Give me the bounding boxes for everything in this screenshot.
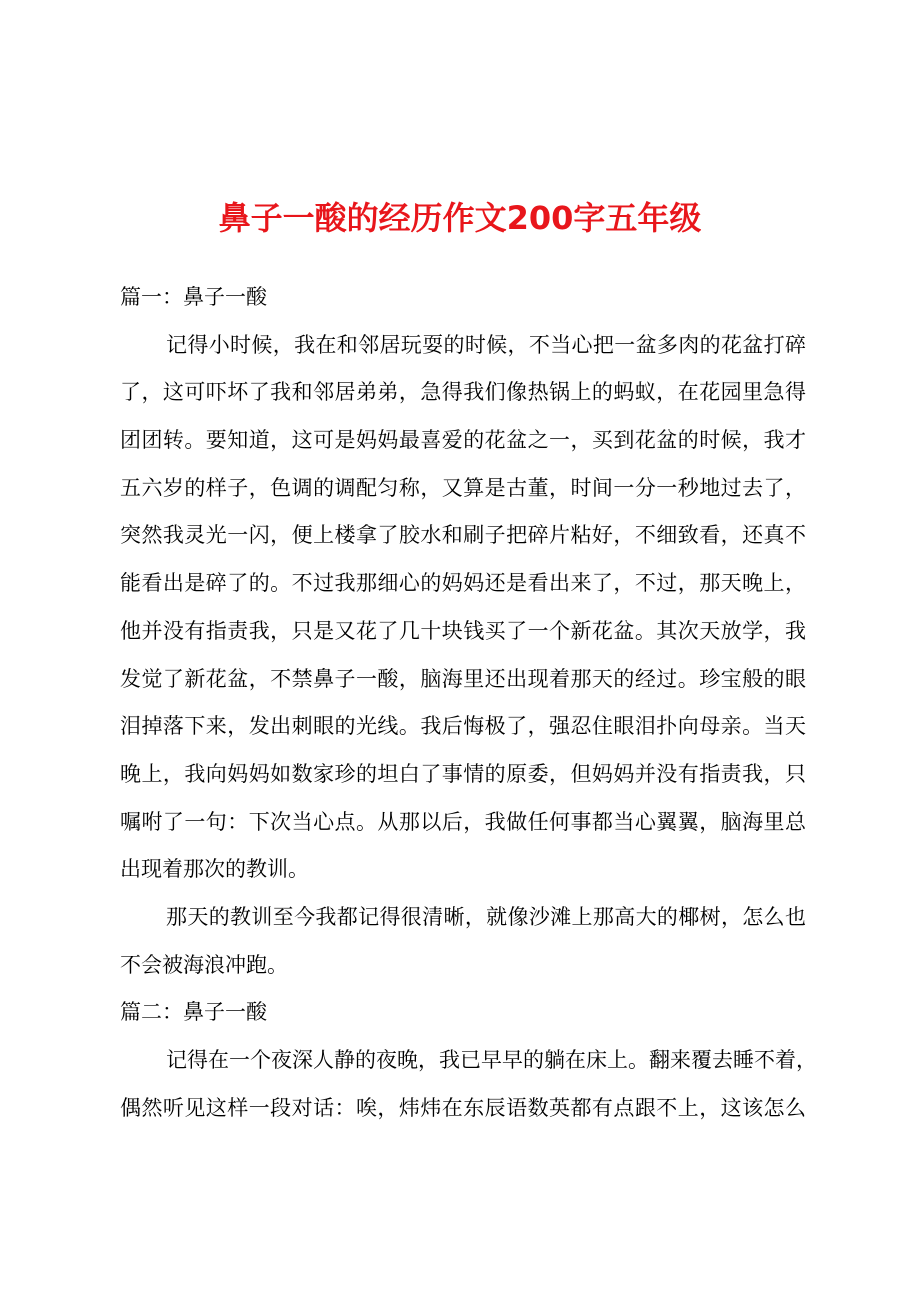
paragraph-line: 偶然听见这样一段对话：唉，炜炜在东辰语数英都有点跟不上，这该怎么 — [120, 1095, 806, 1120]
paragraph-line: 嘱咐了一句：下次当心点。从那以后，我做任何事都当心翼翼，脑海里总 — [120, 809, 806, 834]
paragraph-line: 不会被海浪冲跑。 — [120, 952, 288, 977]
paragraph-line: 那天的教训至今我都记得很清晰，就像沙滩上那高大的椰树，怎么也 — [166, 904, 806, 929]
paragraph-line: 发觉了新花盆，不禁鼻子一酸，脑海里还出现着那天的经过。珍宝般的眼 — [120, 666, 806, 691]
paragraph-line: 他并没有指责我，只是又花了几十块钱买了一个新花盆。其次天放学，我 — [120, 618, 806, 643]
paragraph-line: 记得在一个夜深人静的夜晚，我已早早的躺在床上。翻来覆去睡不着， — [166, 1048, 817, 1072]
paragraph-line: 五六岁的样子，色调的调配匀称，又算是古董，时间一分一秒地过去了， — [120, 475, 806, 500]
paragraph-line: 出现着那次的教训。 — [120, 857, 309, 882]
section-heading: 篇一：鼻子一酸 — [120, 285, 267, 309]
paragraph-line: 记得小时候，我在和邻居玩耍的时候，不当心把一盆多肉的花盆打碎 — [166, 332, 806, 357]
paragraph-line: 晚上，我向妈妈如数家珍的坦白了事情的原委，但妈妈并没有指责我，只 — [120, 761, 806, 786]
paragraph-line: 团团转。要知道，这可是妈妈最喜爱的花盆之一，买到花盆的时候，我才 — [120, 428, 806, 453]
paragraph-line: 突然我灵光一闪，便上楼拿了胶水和刷子把碎片粘好，不细致看，还真不 — [120, 523, 806, 548]
paragraph-line: 泪掉落下来，发出刺眼的光线。我后悔极了，强忍住眼泪扑向母亲。当天 — [120, 714, 806, 739]
document-body — [120, 274, 817, 1132]
paragraph-line: 了，这可吓坏了我和邻居弟弟，急得我们像热锅上的蚂蚁，在花园里急得 — [120, 380, 806, 405]
section-heading: 篇二：鼻子一酸 — [120, 1000, 267, 1025]
document-title: 鼻子一酸的经历作文200字五年级 — [218, 199, 702, 237]
paragraph-line: 能看出是碎了的。不过我那细心的妈妈还是看出来了，不过，那天晚上， — [120, 571, 806, 596]
